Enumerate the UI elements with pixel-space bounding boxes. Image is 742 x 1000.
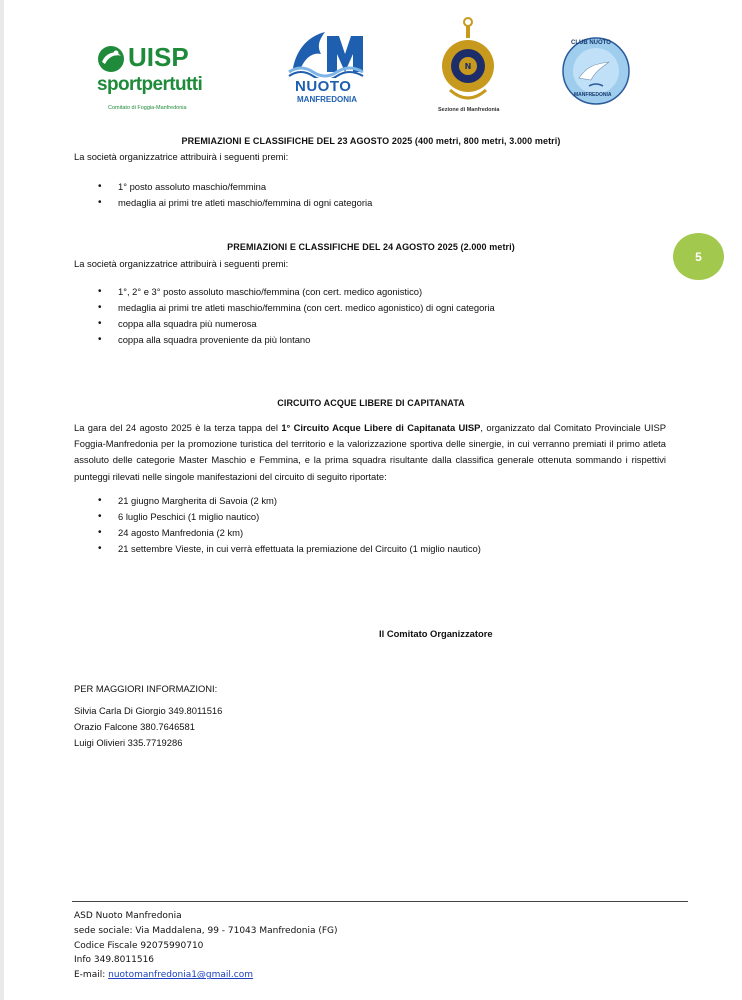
section3-para-after: , organizzato dal Comitato Provinciale UISP Foggia-Manfredonia per la promozione turistica del territorio e la valorizzazione sportiva delle sinergie, in cui verranno premiati il primo atleta assoluto delle categorie Master Maschio e Femmina, e la prima squadra risultante dalla classifica generale ottenuta sommando i rispettivi punteggi rilevati nelle singole manifestazioni del circuito di seguito riportate: (74, 422, 666, 482)
footer-address: sede sociale: Via Maddalena, 99 - 71043 Manfredonia (FG) (74, 925, 338, 936)
club-nuoto-top: CLUB NUOTO (571, 40, 611, 46)
footer-email-label: E-mail: (74, 970, 109, 981)
contact-item: Orazio Falcone 380.7646581 (74, 721, 195, 732)
lega-navale-caption: Sezione di Manfredonia (438, 107, 500, 113)
list-item: • coppa alla squadra più numerosa (74, 317, 495, 333)
page-number-badge: 5 (673, 233, 724, 280)
contact-list (74, 703, 222, 751)
section3-title: CIRCUITO ACQUE LIBERE DI CAPITANATA (277, 398, 465, 408)
contact-item: Luigi Olivieri 335.7719286 (74, 737, 183, 748)
footer-email-row (74, 968, 338, 983)
section2-intro: La società organizzatrice attribuirà i seguenti premi: (74, 258, 289, 269)
club-nuoto-bottom: MANFREDONIA (574, 92, 612, 98)
uisp-tagline: sportpertutti (97, 74, 203, 95)
section2-list (74, 285, 495, 349)
page-edge (0, 0, 4, 1000)
dolphin-wave-icon (287, 28, 365, 78)
email-link[interactable]: nuotomanfredonia1@gmail.com (108, 970, 254, 981)
nuoto-logo-line1: NUOTO (295, 78, 352, 95)
section3-paragraph (74, 420, 666, 485)
list-item: • 1°, 2° e 3° posto assoluto maschio/femmina (con cert. medico agonistico) (74, 285, 495, 301)
footer (74, 909, 338, 983)
signature: Il Comitato Organizzatore (379, 628, 493, 639)
uisp-committee: Comitato di Foggia-Manfredonia (108, 105, 187, 111)
list-item: • 21 settembre Vieste, in cui verrà effettuata la premiazione del Circuito (1 miglio nautico) (74, 542, 481, 558)
list-item: • 6 luglio Peschici (1 miglio nautico) (74, 510, 481, 526)
footer-tax: Codice Fiscale 92075990710 (74, 940, 204, 951)
section3-list (74, 494, 481, 558)
section3-para-before: La gara del 24 agosto 2025 è la terza tappa del (74, 422, 282, 433)
list-item: • medaglia ai primi tre atleti maschio/femmina di ogni categoria (74, 196, 372, 212)
list-item: • 1° posto assoluto maschio/femmina (74, 180, 372, 196)
section3-para-bold: 1° Circuito Acque Libere di Capitanata UISP (281, 422, 481, 433)
nuoto-logo-line2: MANFREDONIA (297, 95, 357, 104)
uisp-brand: UISP (128, 42, 189, 72)
list-item: • 24 agosto Manfredonia (2 km) (74, 526, 481, 542)
club-nuoto-logo (561, 36, 631, 106)
list-item: • medaglia ai primi tre atleti maschio/femmina (con cert. medico agonistico) di ogni categoria (74, 301, 495, 317)
section1-intro: La società organizzatrice attribuirà i seguenti premi: (74, 151, 289, 162)
section1-title: PREMIAZIONI E CLASSIFICHE DEL 23 AGOSTO 2025 (400 metri, 800 metri, 3.000 metri) (181, 136, 561, 146)
info-title: PER MAGGIORI INFORMAZIONI: (74, 683, 218, 694)
nuoto-manfredonia-logo (287, 28, 367, 108)
uisp-emblem-icon (96, 44, 126, 74)
section1-list (74, 180, 372, 212)
footer-org: ASD Nuoto Manfredonia (74, 911, 182, 921)
contact-item: Silvia Carla Di Giorgio 349.8011516 (74, 705, 223, 716)
footer-phone: Info 349.8011516 (74, 955, 155, 966)
list-item: • 21 giugno Margherita di Savoia (2 km) (74, 494, 481, 510)
list-item: • coppa alla squadra proveniente da più lontano (74, 333, 495, 349)
anchor-emblem-icon (432, 16, 504, 104)
section2-title: PREMIAZIONI E CLASSIFICHE DEL 24 AGOSTO 2025 (2.000 metri) (227, 242, 515, 252)
footer-divider (72, 901, 688, 902)
lega-navale-logo (432, 16, 504, 120)
uisp-logo (96, 42, 220, 116)
svg-text:N: N (464, 62, 472, 71)
